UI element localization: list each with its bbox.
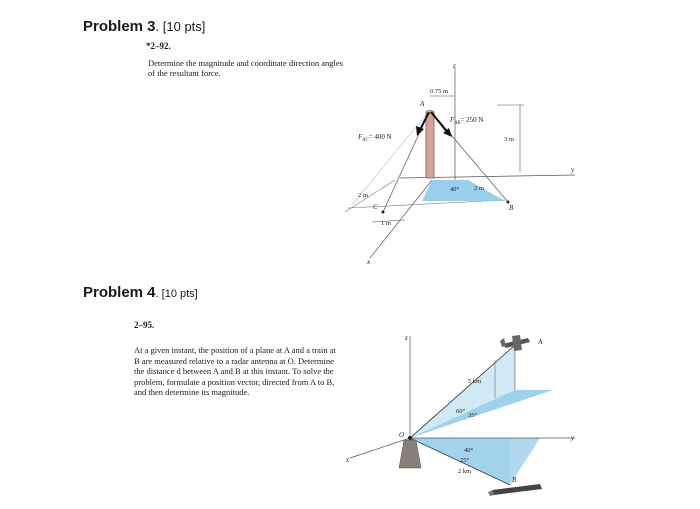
- y-axis-label: y: [571, 434, 575, 442]
- angle-40-label: 40°: [450, 186, 460, 193]
- problem-4-text-line: the distance d between A and B at this instant. To solve the: [134, 366, 334, 376]
- dim-2m-right-label: 2 m: [474, 185, 484, 192]
- fac-value: = 400 N: [368, 133, 392, 141]
- ground-line-left: [345, 180, 395, 212]
- point-a-label: A: [538, 338, 543, 346]
- problem-4-title: Problem 4: [83, 284, 156, 301]
- fac-f: F: [358, 133, 363, 141]
- problem-4-text-line: B are measured relative to a radar antenna at O. Determine: [134, 355, 334, 366]
- fab-value: = 250 N: [460, 116, 484, 124]
- angle-35-label: 35°: [468, 412, 478, 419]
- problem-3-text-line-1: Determine the magnitude and coordinate direction angles: [148, 58, 343, 68]
- point-a-label: A: [420, 100, 425, 108]
- airplane-icon: [500, 335, 530, 351]
- fab-f: F: [450, 116, 455, 124]
- point-o-dot: [408, 436, 412, 440]
- dim-1m-label: 1 m: [381, 220, 391, 227]
- problem-4-number: 2–95.: [134, 320, 155, 330]
- ground-line-front: [348, 200, 505, 208]
- fab-sub: AB: [454, 121, 461, 126]
- dim-5km-label: 5 km: [468, 378, 482, 385]
- x-axis-line: [370, 180, 432, 258]
- point-b-label: B: [512, 476, 517, 484]
- angle-60-label: 60°: [456, 408, 466, 415]
- z-axis-label: z: [453, 62, 456, 70]
- z-axis-label: z: [405, 334, 408, 342]
- x-axis-label: x: [367, 258, 371, 266]
- problem-3-title: Problem 3: [83, 18, 156, 35]
- angle-25-label: 25°: [460, 457, 470, 464]
- problem-3-points: . [10 pts]: [155, 19, 206, 34]
- post: [426, 112, 434, 178]
- problem-3-heading: [83, 18, 205, 35]
- force-ac-arrowhead: [416, 126, 424, 136]
- plane-b-ground: [410, 438, 540, 485]
- cable-back: [352, 110, 430, 205]
- problem-3-number: *2–92.: [146, 41, 171, 51]
- x-axis-line: [350, 438, 410, 458]
- problem-3-text-line-2: of the resultant force.: [148, 68, 221, 78]
- point-c-dot: [382, 211, 385, 214]
- force-ac-label: [357, 133, 392, 143]
- x-axis-label: x: [346, 456, 350, 464]
- dim-top-label: 0.75 m: [430, 88, 449, 95]
- problem-4-figure: [340, 330, 585, 505]
- point-o-label: O: [399, 431, 405, 439]
- dim-height-label: 3 m: [504, 136, 514, 143]
- dim-2m-left-label: 2 m: [358, 192, 368, 199]
- point-c-label: C: [373, 203, 378, 211]
- dim-2km-label: 2 km: [458, 468, 472, 475]
- shaded-triangle: [422, 180, 505, 201]
- fac-sub: AC: [362, 138, 369, 143]
- problem-4-heading: [83, 284, 198, 301]
- train-icon: [488, 484, 542, 496]
- problem-4-text-line: and then determine its magnitude.: [134, 387, 250, 397]
- y-axis-label: y: [571, 166, 575, 174]
- angle-40-label: 40°: [464, 447, 474, 454]
- problem-4-text-line: At a given instant, the position of a plane at A and a train at: [134, 345, 336, 355]
- problem-3-figure: [330, 55, 580, 270]
- point-b-label: B: [509, 204, 514, 212]
- problem-4-points: . [10 pts]: [155, 288, 198, 300]
- radar-antenna: [399, 440, 421, 468]
- problem-4-text-line: problem, formulate a position vector, directed from A to B,: [134, 376, 335, 387]
- force-ab-label: [449, 116, 483, 126]
